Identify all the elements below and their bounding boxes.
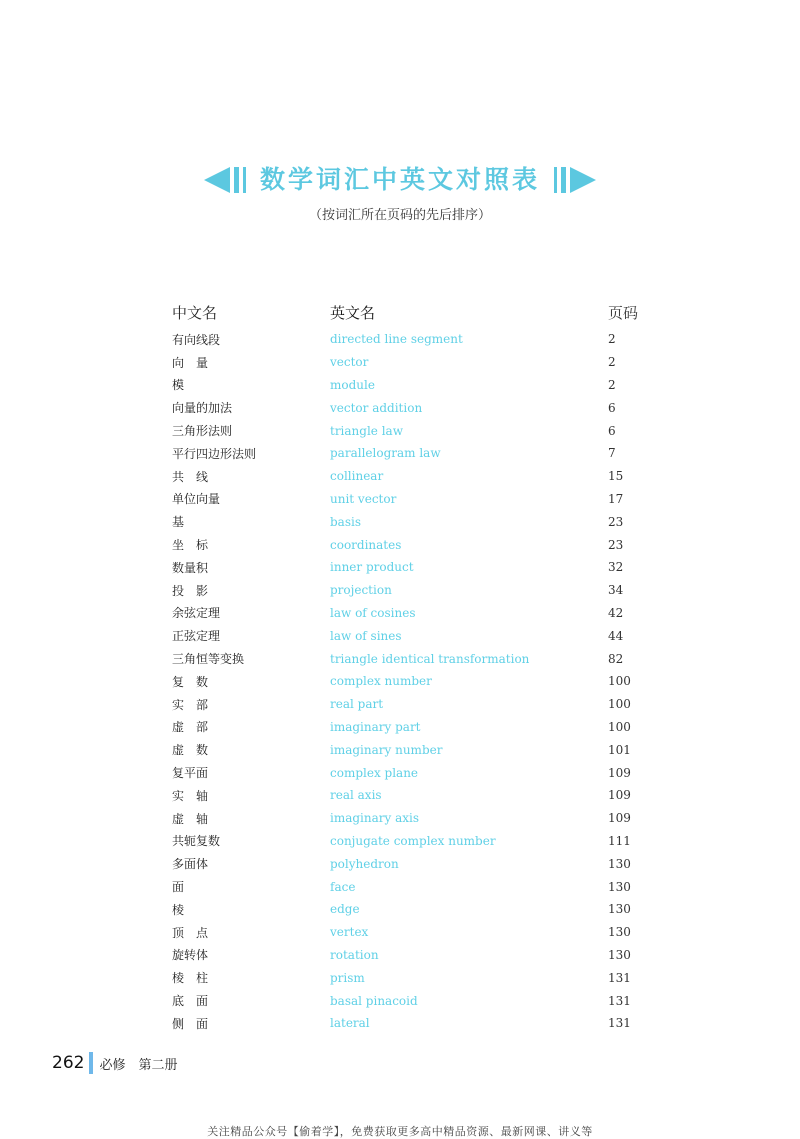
table-row — [172, 579, 652, 602]
term-english: basis — [330, 514, 361, 529]
term-english: parallelogram law — [330, 446, 441, 461]
term-english: law of cosines — [330, 605, 416, 620]
page-number: 262 — [52, 1053, 85, 1073]
table-row — [172, 944, 652, 967]
term-chinese: 实 轴 — [172, 788, 209, 803]
term-chinese: 向 量 — [172, 355, 209, 370]
term-page: 23 — [608, 537, 624, 552]
table-row — [172, 442, 652, 465]
table-row — [172, 419, 652, 442]
term-page: 2 — [608, 332, 616, 347]
term-english: complex plane — [330, 765, 419, 780]
table-row — [172, 784, 652, 807]
right-bar-icon — [561, 167, 566, 193]
term-page: 101 — [608, 742, 631, 757]
term-chinese: 实 部 — [172, 697, 209, 712]
term-chinese: 模 — [172, 378, 185, 393]
table-row — [172, 875, 652, 898]
table-row — [172, 488, 652, 511]
table-row — [172, 989, 652, 1012]
table-row — [172, 693, 652, 716]
page-footer — [52, 1052, 177, 1074]
term-chinese: 旋转体 — [172, 948, 209, 963]
term-english: edge — [330, 902, 360, 917]
term-chinese: 投 影 — [172, 583, 209, 598]
term-chinese: 向量的加法 — [172, 401, 233, 416]
term-english: real axis — [330, 788, 382, 803]
term-english: vector addition — [330, 400, 423, 415]
term-english: rotation — [330, 947, 379, 962]
term-chinese: 复 数 — [172, 674, 209, 689]
table-row — [172, 1012, 652, 1035]
term-page: 2 — [608, 355, 616, 370]
term-page: 7 — [608, 446, 616, 461]
term-page: 131 — [608, 993, 631, 1008]
term-chinese: 余弦定理 — [172, 606, 221, 621]
term-english: complex number — [330, 674, 432, 689]
table-row — [172, 351, 652, 374]
table-row — [172, 761, 652, 784]
left-bar-thin-icon — [243, 167, 246, 193]
table-row — [172, 465, 652, 488]
term-chinese: 共轭复数 — [172, 834, 221, 849]
term-chinese: 正弦定理 — [172, 629, 221, 644]
term-page: 100 — [608, 697, 631, 712]
term-english: polyhedron — [330, 856, 399, 871]
table-header — [172, 300, 652, 324]
table-row — [172, 738, 652, 761]
term-english: imaginary axis — [330, 811, 420, 826]
term-page: 17 — [608, 491, 624, 506]
term-page: 100 — [608, 719, 631, 734]
header-page: 页码 — [608, 303, 639, 322]
term-page: 130 — [608, 879, 631, 894]
table-row — [172, 510, 652, 533]
term-chinese: 三角形法则 — [172, 424, 233, 439]
table-row — [172, 374, 652, 397]
term-chinese: 虚 数 — [172, 743, 209, 758]
term-english: inner product — [330, 560, 414, 575]
table-row — [172, 328, 652, 351]
term-page: 100 — [608, 674, 631, 689]
left-bar-icon — [234, 167, 239, 193]
table-row — [172, 396, 652, 419]
table-row — [172, 830, 652, 853]
right-decoration — [554, 167, 596, 193]
term-chinese: 有向线段 — [172, 332, 221, 347]
term-english: imaginary number — [330, 742, 443, 757]
term-english: prism — [330, 970, 365, 985]
table-row — [172, 716, 652, 739]
subtitle: （按词汇所在页码的先后排序） — [308, 208, 491, 223]
glossary-table — [172, 300, 652, 1035]
header-chinese: 中文名 — [172, 303, 218, 322]
term-chinese: 单位向量 — [172, 492, 221, 507]
term-page: 130 — [608, 925, 631, 940]
term-chinese: 侧 面 — [172, 1016, 209, 1031]
table-row — [172, 647, 652, 670]
table-row — [172, 556, 652, 579]
term-english: projection — [330, 583, 392, 598]
term-chinese: 数量积 — [172, 560, 209, 575]
table-row — [172, 921, 652, 944]
term-chinese: 坐 标 — [172, 538, 209, 553]
term-english: imaginary part — [330, 719, 421, 734]
table-body — [172, 328, 652, 1035]
term-page: 42 — [608, 605, 624, 620]
term-page: 109 — [608, 788, 631, 803]
table-row — [172, 807, 652, 830]
page-title: 数学词汇中英文对照表 — [259, 165, 540, 194]
table-row — [172, 670, 652, 693]
term-chinese: 虚 部 — [172, 720, 209, 735]
term-english: conjugate complex number — [330, 833, 496, 848]
term-page: 111 — [608, 833, 631, 848]
right-bar-thin-icon — [554, 167, 557, 193]
term-page: 130 — [608, 856, 631, 871]
term-chinese: 平行四边形法则 — [172, 446, 257, 461]
table-row — [172, 533, 652, 556]
table-row — [172, 602, 652, 625]
term-page: 15 — [608, 469, 624, 484]
term-page: 130 — [608, 902, 631, 917]
left-decoration — [204, 167, 246, 193]
term-page: 130 — [608, 947, 631, 962]
term-page: 109 — [608, 811, 631, 826]
term-chinese: 多面体 — [172, 857, 209, 872]
term-chinese: 底 面 — [172, 994, 209, 1008]
term-english: triangle identical transformation — [330, 651, 530, 666]
watermark-notice: 关注精品公众号【偷着学】，免费获取更多高中精品资源、最新网课、讲义等 — [207, 1125, 593, 1138]
term-page: 82 — [608, 651, 624, 666]
right-triangle-icon — [570, 167, 596, 193]
table-row — [172, 852, 652, 875]
term-page: 32 — [608, 560, 624, 575]
table-row — [172, 966, 652, 989]
book-name: 必修 第二册 — [99, 1057, 178, 1073]
term-english: coordinates — [330, 537, 402, 552]
term-english: law of sines — [330, 628, 402, 643]
term-chinese: 棱 — [172, 902, 185, 917]
table-row — [172, 624, 652, 647]
term-english: module — [330, 377, 375, 392]
term-page: 109 — [608, 765, 631, 780]
term-english: basal pinacoid — [330, 993, 418, 1008]
term-chinese: 虚 轴 — [172, 811, 209, 826]
term-page: 6 — [608, 423, 616, 438]
term-english: collinear — [330, 469, 384, 484]
footer-bar — [89, 1052, 93, 1074]
term-page: 34 — [608, 583, 624, 598]
term-english: unit vector — [330, 491, 397, 506]
table-row — [172, 898, 652, 921]
term-page: 2 — [608, 377, 616, 392]
header-english: 英文名 — [330, 303, 376, 322]
term-page: 23 — [608, 514, 624, 529]
left-triangle-icon — [204, 167, 230, 193]
term-english: directed line segment — [330, 332, 463, 347]
term-chinese: 三角恒等变换 — [172, 652, 245, 667]
term-page: 131 — [608, 970, 631, 985]
term-page: 131 — [608, 1016, 631, 1031]
term-page: 6 — [608, 400, 616, 415]
term-english: vector — [330, 355, 369, 370]
term-chinese: 棱 柱 — [172, 971, 209, 986]
term-chinese: 共 线 — [172, 469, 209, 484]
term-chinese: 面 — [172, 880, 185, 895]
term-english: face — [330, 879, 356, 894]
term-page: 44 — [608, 628, 624, 643]
term-english: lateral — [330, 1016, 370, 1031]
term-english: triangle law — [330, 423, 403, 438]
term-chinese: 基 — [172, 515, 185, 530]
term-chinese: 顶 点 — [172, 925, 209, 940]
term-english: vertex — [330, 925, 369, 940]
term-chinese: 复平面 — [172, 766, 209, 781]
term-english: real part — [330, 697, 384, 712]
title-banner — [0, 162, 800, 198]
